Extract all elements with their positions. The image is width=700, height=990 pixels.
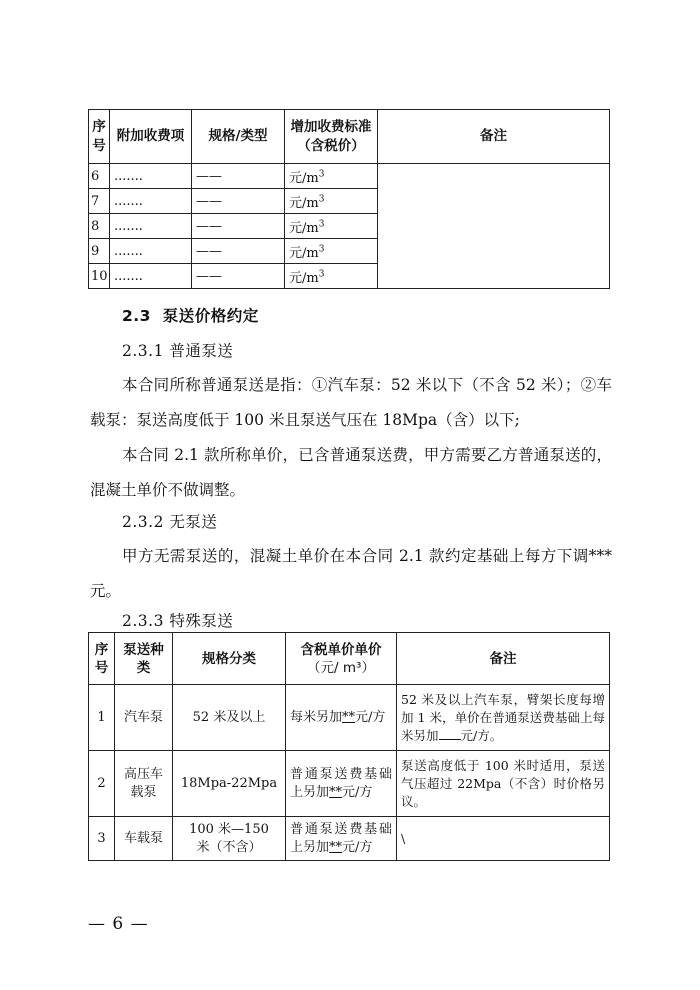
remark-suffix: 元/方。 — [460, 727, 503, 743]
row-seq: 6 — [89, 164, 110, 189]
remark-prefix: 52 米及以上汽车泵，臂架长度每增加 1 米，单价在普通泵送费基础上每米另加 — [401, 691, 605, 743]
row-price — [286, 685, 397, 751]
row-spec: 100 米—150 米（不含） — [173, 817, 286, 861]
section-title: 泵送价格约定 — [162, 307, 259, 325]
unit-exponent: 3 — [318, 169, 325, 180]
header-spec: 规格分类 — [173, 633, 286, 685]
header-standard-line1: 增加收费标准 — [290, 118, 372, 135]
row-item: ....... — [110, 214, 192, 239]
header-price — [286, 633, 397, 685]
row-seq: 10 — [89, 264, 110, 289]
remark-cell — [378, 164, 610, 289]
unit-text: 元/m — [289, 220, 319, 236]
header-standard — [285, 110, 378, 164]
unit-text: 元/m — [289, 195, 319, 211]
row-item: ....... — [110, 239, 192, 264]
header-price-line1: 含税单价单价 — [300, 641, 382, 658]
page-number: — 6 — — [88, 914, 149, 934]
price-prefix: 每米另加 — [290, 709, 343, 725]
row-remark — [397, 817, 610, 861]
header-seq: 序号 — [89, 110, 110, 164]
row-unit — [285, 214, 378, 239]
unit-exponent: 3 — [318, 244, 325, 255]
price-prefix: 普通泵送费基础上另加 — [290, 821, 392, 855]
subheading-normal-pumping: 2.3.1 普通泵送 — [122, 342, 234, 360]
row-unit — [285, 164, 378, 189]
subheading-special-pumping: 2.3.3 特殊泵送 — [122, 612, 234, 630]
unit-text: 元/m — [289, 170, 319, 186]
row-price — [286, 817, 397, 861]
row-unit — [285, 264, 378, 289]
row-spec: 52 米及以上 — [173, 685, 286, 751]
price-prefix: 普通泵送费基础上另加 — [290, 766, 392, 800]
row-spec: —— — [192, 164, 285, 189]
price-mark: ** — [329, 839, 343, 855]
row-item: ....... — [110, 164, 192, 189]
row-seq: 3 — [89, 817, 115, 861]
row-type: 高压车载泵 — [115, 751, 173, 817]
table-row — [89, 817, 610, 861]
row-remark — [397, 751, 610, 817]
header-remark: 备注 — [378, 110, 610, 164]
price-suffix: 元/方 — [355, 709, 386, 725]
header-remark: 备注 — [397, 633, 610, 685]
header-seq: 序号 — [89, 633, 115, 685]
row-seq: 7 — [89, 189, 110, 214]
header-spec: 规格/类型 — [192, 110, 285, 164]
price-suffix: 元/方 — [342, 839, 373, 855]
row-unit — [285, 239, 378, 264]
header-price-line2: （元/ m³） — [307, 659, 375, 676]
unit-exponent: 3 — [318, 219, 325, 230]
remark-text: \ — [401, 830, 406, 846]
price-mark: ** — [329, 784, 343, 800]
header-type: 泵送种类 — [115, 633, 173, 685]
row-price — [286, 751, 397, 817]
table-row — [89, 751, 610, 817]
table-row — [89, 685, 610, 751]
header-standard-line2: （含税价） — [297, 137, 365, 154]
row-item: ....... — [110, 264, 192, 289]
row-seq: 8 — [89, 214, 110, 239]
row-type: 车载泵 — [115, 817, 173, 861]
row-remark — [397, 685, 610, 751]
section-heading — [122, 304, 259, 326]
table-row — [89, 164, 610, 189]
header-item: 附加收费项 — [110, 110, 192, 164]
row-item: ....... — [110, 189, 192, 214]
paragraph-normal-pumping-price: 本合同 2.1 款所称单价，已含普通泵送费，甲方需要乙方普通泵送的，混凝土单价不做调整。 — [90, 446, 612, 499]
row-seq: 9 — [89, 239, 110, 264]
surcharge-table — [88, 109, 610, 289]
row-spec: —— — [192, 189, 285, 214]
unit-text: 元/m — [289, 270, 319, 286]
row-seq: 2 — [89, 751, 115, 817]
unit-exponent: 3 — [318, 269, 325, 280]
blank-line — [439, 727, 461, 740]
row-spec: —— — [192, 239, 285, 264]
row-spec: 18Mpa-22Mpa — [173, 751, 286, 817]
price-suffix: 元/方 — [342, 784, 373, 800]
paragraph-no-pumping: 甲方无需泵送的，混凝土单价在本合同 2.1 款约定基础上每方下调***元。 — [90, 547, 612, 600]
row-seq: 1 — [89, 685, 115, 751]
subheading-no-pumping: 2.3.2 无泵送 — [122, 513, 218, 531]
price-mark: ** — [342, 709, 356, 725]
unit-text: 元/m — [289, 245, 319, 261]
row-type: 汽车泵 — [115, 685, 173, 751]
section-number: 2.3 — [122, 307, 151, 325]
row-spec: —— — [192, 214, 285, 239]
special-pumping-table — [88, 632, 610, 861]
remark-text: 泵送高度低于 100 米时适用，泵送气压超过 22Mpa（不含）时价格另议。 — [401, 757, 605, 809]
paragraph-normal-pumping-definition: 本合同所称普通泵送是指：①汽车泵：52 米以下（不含 52 米）；②车载泵：泵送高度低于 100 米且泵送气压在 18Mpa（含）以下; — [90, 376, 612, 429]
row-unit — [285, 189, 378, 214]
unit-exponent: 3 — [318, 194, 325, 205]
row-spec: —— — [192, 264, 285, 289]
